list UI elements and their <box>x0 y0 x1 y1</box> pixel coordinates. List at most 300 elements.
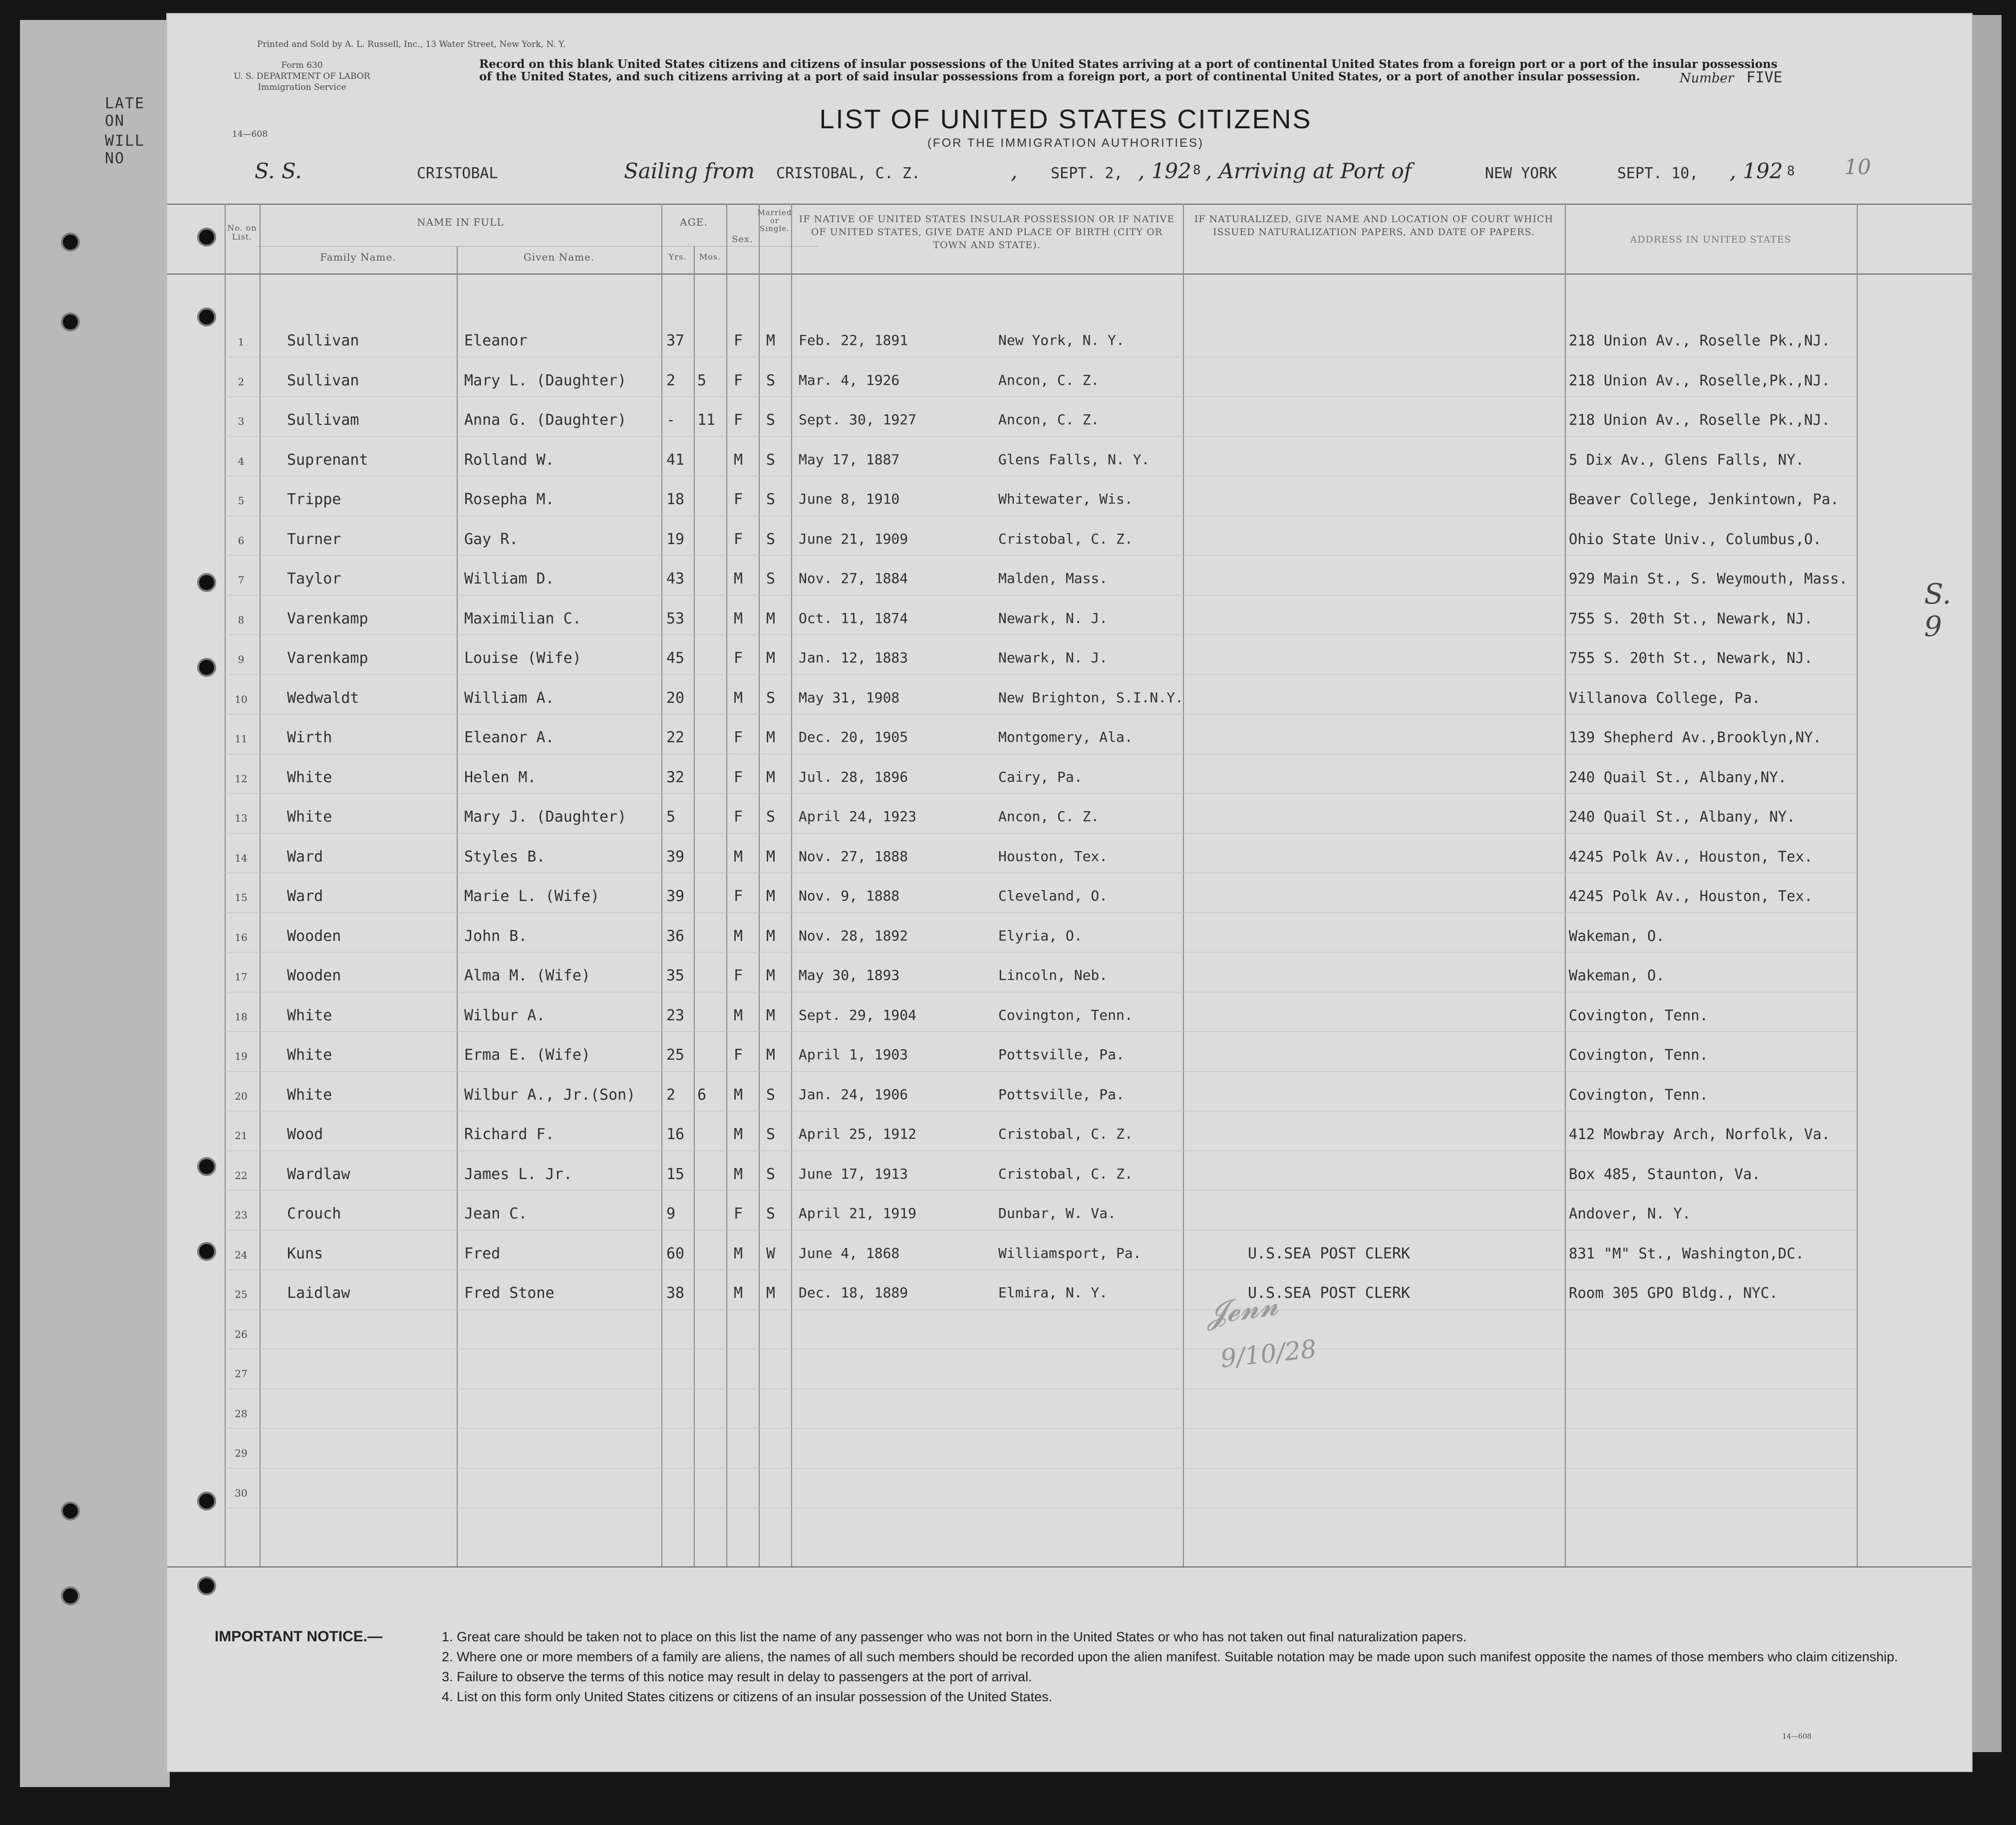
row-number: 21 <box>235 1130 248 1142</box>
sex: F <box>734 1205 743 1222</box>
margin-note: S. 9 <box>1924 578 1952 643</box>
sailing-label: Sailing from <box>624 159 755 183</box>
age-years: 2 <box>666 371 676 389</box>
table-row <box>167 956 1972 996</box>
row-rule <box>225 396 1857 397</box>
family-name: Laidlaw <box>287 1284 350 1302</box>
sex: M <box>734 1006 743 1024</box>
punch-hole-icon <box>61 233 80 252</box>
row-rule <box>225 595 1857 596</box>
address: 929 Main St., S. Weymouth, Mass. <box>1569 570 1848 587</box>
row-number: 1 <box>238 336 245 348</box>
age-years: - <box>666 411 676 429</box>
birth-place: Dunbar, W. Va. <box>998 1205 1117 1221</box>
birth-date: Sept. 29, 1904 <box>799 1006 917 1023</box>
birth-date: June 21, 1909 <box>799 530 908 547</box>
table-row <box>167 1194 1972 1234</box>
marital-status: S <box>766 491 776 508</box>
header-sex: Sex. <box>732 234 753 245</box>
birth-date: June 17, 1913 <box>799 1165 908 1182</box>
row-rule <box>225 555 1857 556</box>
family-name: Wooden <box>287 967 341 984</box>
row-rule <box>225 912 1857 913</box>
address: 412 Mowbray Arch, Norfolk, Va. <box>1569 1126 1830 1143</box>
marital-status: M <box>766 332 776 349</box>
sail-year-prefix: , 192 <box>1138 159 1191 183</box>
marital-status: S <box>766 808 776 826</box>
birth-place: New Brighton, S.I.N.Y. <box>998 689 1183 706</box>
marital-status: M <box>766 848 776 866</box>
notice-item-1-text: 1. Great care should be taken not to place on this list the name of any passenger who was not born in the United States or who has not taken out final naturalization papers. <box>442 1629 1467 1644</box>
service-name: Immigration Service <box>258 82 346 92</box>
table-row <box>167 797 1972 837</box>
edge-text-2: WILL NO <box>105 132 145 167</box>
row-number: 14 <box>235 852 248 864</box>
given-name: Mary J. (Daughter) <box>464 808 627 826</box>
marital-status: S <box>766 530 776 548</box>
header-bottom-rule <box>167 274 1972 275</box>
address: 755 S. 20th St., Newark, NJ. <box>1569 609 1813 627</box>
notice-item-4: 4. List on this form only United States citizens or citizens of an insular possession of the United States. <box>442 1689 1053 1704</box>
birth-place: Newark, N. J. <box>998 609 1108 626</box>
address: Ohio State Univ., Columbus,O. <box>1569 530 1822 548</box>
marital-status: S <box>766 1126 776 1143</box>
header-birth: IF NATIVE OF UNITED STATES INSULAR POSSESSION OR IF NATIVE OF UNITED STATES, GIVE DATE AND PLACE OF BIRTH (CITY OR TOWN AND STATE). <box>799 214 1175 251</box>
row-number: 16 <box>235 931 248 943</box>
sex: M <box>734 848 743 866</box>
birth-place: Whitewater, Wis. <box>998 491 1133 507</box>
table-row <box>167 1075 1972 1115</box>
birth-place: Lincoln, Neb. <box>998 967 1108 983</box>
form-number: Form 630 <box>281 60 323 70</box>
sailing-date: SEPT. 2, <box>1051 165 1123 182</box>
age-months: 6 <box>697 1086 707 1104</box>
birth-place: Ancon, C. Z. <box>998 371 1100 388</box>
row-rule <box>225 1071 1857 1072</box>
family-name: White <box>287 1046 332 1064</box>
sex: M <box>734 1244 743 1262</box>
notice-item-1 <box>215 1629 1942 1645</box>
table-row <box>167 718 1972 758</box>
sex: M <box>734 689 743 707</box>
given-name: Wilbur A., Jr.(Son) <box>464 1086 636 1104</box>
birth-date: Nov. 28, 1892 <box>799 927 908 944</box>
table-row <box>167 877 1972 916</box>
birth-place: Cairy, Pa. <box>998 768 1083 785</box>
header-given-name: Given Name. <box>523 251 595 263</box>
table-top-rule <box>167 204 1972 205</box>
age-years: 20 <box>666 689 685 707</box>
age-years: 36 <box>666 927 685 945</box>
table-row <box>167 599 1972 639</box>
table-row <box>167 1234 1972 1274</box>
table-row <box>167 638 1972 678</box>
age-years: 19 <box>666 530 685 548</box>
given-name: Maximilian C. <box>464 609 581 627</box>
address: Room 305 GPO Bldg., NYC. <box>1569 1284 1778 1301</box>
age-years: 32 <box>666 768 685 786</box>
ss-label: S. S. <box>255 159 302 183</box>
table-row <box>167 400 1972 440</box>
notice-heading: IMPORTANT NOTICE.— <box>215 1628 383 1645</box>
row-rule <box>225 1031 1857 1032</box>
arr-year-digit: 8 <box>1787 164 1795 179</box>
row-number: 15 <box>235 892 248 904</box>
row-number: 18 <box>235 1010 248 1023</box>
marital-status: M <box>766 888 776 905</box>
sex: F <box>734 411 743 429</box>
given-name: Marie L. (Wife) <box>464 888 599 905</box>
sex: F <box>734 768 743 786</box>
notice-item-3: 3. Failure to observe the terms of this notice may result in delay to passengers at the port of arrival. <box>442 1669 1032 1684</box>
age-years: 41 <box>666 451 685 469</box>
table-row <box>167 837 1972 877</box>
given-name: Fred <box>464 1244 501 1262</box>
page-number: 10 <box>1844 155 1871 179</box>
address: Beaver College, Jenkintown, Pa. <box>1569 491 1839 508</box>
address: Villanova College, Pa. <box>1569 689 1761 706</box>
row-number: 4 <box>238 455 245 467</box>
instruction-text: Record on this blank United States citizens and citizens of insular possessions of the United States arriving at a port of continental United States from a foreign port or a port of the insular possessions of the United States, and such citizens arriving at a port of said insular possessions from a foreign port, a port of continental United States, or a port of another insular possession. <box>479 57 1778 83</box>
form-code: 14—608 <box>232 129 268 139</box>
birth-date: April 25, 1912 <box>799 1126 917 1142</box>
row-rule <box>225 436 1857 437</box>
birth-place: Cristobal, C. Z. <box>998 530 1133 547</box>
table-row <box>167 321 1972 361</box>
edge-text-1: LATE ON <box>105 95 145 130</box>
ship-name: CRISTOBAL <box>417 165 498 182</box>
family-name: Wooden <box>287 927 341 945</box>
age-years: 53 <box>666 609 685 627</box>
birth-date: Feb. 22, 1891 <box>799 332 908 348</box>
age-years: 35 <box>666 967 685 984</box>
marital-status: M <box>766 729 776 746</box>
header-name-in-full: NAME IN FULL <box>417 216 504 228</box>
address: 218 Union Av., Roselle,Pk.,NJ. <box>1569 371 1830 389</box>
given-name: Fred Stone <box>464 1284 555 1302</box>
birth-place: Houston, Tex. <box>998 848 1108 865</box>
birth-place: Cristobal, C. Z. <box>998 1165 1133 1182</box>
sex: F <box>734 967 743 984</box>
marital-status: S <box>766 689 776 707</box>
table-row <box>167 758 1972 798</box>
sex: M <box>734 1126 743 1143</box>
row-number: 22 <box>235 1169 248 1182</box>
birth-date: Jul. 28, 1896 <box>799 768 908 785</box>
sex: F <box>734 888 743 905</box>
footer-form-code: 14—608 <box>1782 1733 1812 1741</box>
birth-place: Ancon, C. Z. <box>998 808 1100 825</box>
given-name: Eleanor A. <box>464 729 555 746</box>
birth-date: Dec. 20, 1905 <box>799 729 908 745</box>
address: Covington, Tenn. <box>1569 1086 1709 1103</box>
age-years: 23 <box>666 1006 685 1024</box>
marital-status: S <box>766 451 776 469</box>
birth-place: Newark, N. J. <box>998 649 1108 666</box>
marital-status: S <box>766 1205 776 1222</box>
birth-date: May 17, 1887 <box>799 451 900 468</box>
family-name: Crouch <box>287 1205 341 1222</box>
header-no: No. on List. <box>227 223 257 242</box>
given-name: James L. Jr. <box>464 1165 573 1183</box>
age-years: 18 <box>666 491 685 508</box>
number-label: Number <box>1680 71 1734 86</box>
sex: F <box>734 332 743 349</box>
row-number: 30 <box>235 1487 248 1499</box>
marital-status: M <box>766 1284 776 1302</box>
family-name: Kuns <box>287 1244 323 1262</box>
age-years: 2 <box>666 1086 676 1104</box>
given-name: Gay R. <box>464 530 519 548</box>
marital-status: M <box>766 927 776 945</box>
given-name: Rolland W. <box>464 451 555 469</box>
sex: M <box>734 609 743 627</box>
arr-year-prefix: , 192 <box>1729 159 1783 183</box>
table-row <box>167 480 1972 520</box>
notice-item-2: 2. Where one or more members of a family are aliens, the names of all such members should be recorded upon the alien manifest. Suitable notation may be made upon such manifest opposite the names of those members who claim citizenship. <box>442 1649 1898 1664</box>
departure-port: CRISTOBAL, C. Z. <box>776 165 920 182</box>
sex: F <box>734 808 743 826</box>
sex: F <box>734 729 743 746</box>
given-name: Eleanor <box>464 332 528 349</box>
row-number: 12 <box>235 772 248 785</box>
row-number: 7 <box>238 574 245 586</box>
sex: M <box>734 927 743 945</box>
birth-place: New York, N. Y. <box>998 332 1125 348</box>
birth-date: Jan. 24, 1906 <box>799 1086 908 1103</box>
address: 218 Union Av., Roselle Pk.,NJ. <box>1569 332 1830 349</box>
age-years: 43 <box>666 570 685 588</box>
subheader-rule <box>257 246 819 247</box>
given-name: Helen M. <box>464 768 537 786</box>
naturalization-note: U.S.SEA POST CLERK <box>1248 1284 1411 1302</box>
marital-status: M <box>766 1046 776 1064</box>
family-name: Taylor <box>287 570 341 588</box>
row-number: 19 <box>235 1050 248 1062</box>
row-rule <box>225 1309 1857 1310</box>
table-row <box>167 1155 1972 1195</box>
given-name: Alma M. (Wife) <box>464 967 590 984</box>
birth-place: Covington, Tenn. <box>998 1006 1133 1023</box>
given-name: John B. <box>464 927 528 945</box>
family-name: White <box>287 768 332 786</box>
row-rule <box>225 1468 1857 1469</box>
sex: F <box>734 491 743 508</box>
sex: F <box>734 371 743 389</box>
given-name: Erma E. (Wife) <box>464 1046 590 1064</box>
department-name: U. S. DEPARTMENT OF LABOR <box>234 71 370 81</box>
marital-status: M <box>766 768 776 786</box>
family-name: Sullivan <box>287 371 359 389</box>
birth-place: Cristobal, C. Z. <box>998 1126 1133 1142</box>
naturalization-note: U.S.SEA POST CLERK <box>1248 1244 1411 1262</box>
marital-status: M <box>766 609 776 627</box>
birth-place: Pottsville, Pa. <box>998 1046 1125 1063</box>
table-row <box>167 1472 1972 1512</box>
birth-place: Williamsport, Pa. <box>998 1244 1142 1261</box>
row-rule <box>225 674 1857 675</box>
birth-date: May 31, 1908 <box>799 689 900 706</box>
family-name: White <box>287 1006 332 1024</box>
number-value: FIVE <box>1746 69 1782 86</box>
table-row <box>167 1035 1972 1075</box>
row-rule <box>225 833 1857 834</box>
table-row <box>167 1115 1972 1155</box>
table-row <box>167 520 1972 560</box>
row-number: 5 <box>238 495 245 507</box>
given-name: Louise (Wife) <box>464 649 581 667</box>
age-months: 11 <box>697 411 716 429</box>
family-name: Suprenant <box>287 451 368 469</box>
given-name: William D. <box>464 570 555 588</box>
sex: M <box>734 1284 743 1302</box>
handwritten-signature: 𝓙𝓮𝓷𝓷 <box>1203 1287 1281 1332</box>
address: 240 Quail St., Albany, NY. <box>1569 808 1795 825</box>
row-rule <box>225 1428 1857 1429</box>
birth-place: Ancon, C. Z. <box>998 411 1100 428</box>
sex: F <box>734 530 743 548</box>
table-row <box>167 361 1972 401</box>
table-row <box>167 559 1972 599</box>
table-bottom-rule <box>167 1566 1972 1567</box>
sex: M <box>734 570 743 588</box>
family-name: Trippe <box>287 491 341 508</box>
address: 4245 Polk Av., Houston, Tex. <box>1569 848 1813 865</box>
row-number: 24 <box>235 1248 248 1261</box>
row-number: 29 <box>235 1447 248 1459</box>
birth-place: Elyria, O. <box>998 927 1083 944</box>
table-row <box>167 1393 1972 1433</box>
table-row <box>167 1353 1972 1393</box>
given-name: William A. <box>464 689 555 707</box>
marital-status: W <box>766 1244 776 1262</box>
table-row <box>167 1273 1972 1313</box>
form-block <box>217 60 387 93</box>
marital-status: M <box>766 649 776 667</box>
family-name: Sullivam <box>287 411 359 429</box>
arrival-port: NEW YORK <box>1485 165 1557 182</box>
given-name: Jean C. <box>464 1205 528 1222</box>
row-number: 25 <box>235 1288 248 1300</box>
row-number: 9 <box>238 653 245 665</box>
family-name: Wardlaw <box>287 1165 350 1183</box>
sex: M <box>734 451 743 469</box>
birth-date: April 21, 1919 <box>799 1205 917 1221</box>
row-number: 26 <box>235 1328 248 1340</box>
row-number: 3 <box>238 415 245 427</box>
address: Covington, Tenn. <box>1569 1006 1709 1024</box>
birth-place: Elmira, N. Y. <box>998 1284 1108 1301</box>
birth-date: May 30, 1893 <box>799 967 900 983</box>
given-name: Richard F. <box>464 1126 555 1143</box>
table-row <box>167 678 1972 718</box>
punch-hole-icon <box>61 1586 80 1605</box>
age-years: 60 <box>666 1244 685 1262</box>
row-number: 13 <box>235 812 248 824</box>
birth-place: Malden, Mass. <box>998 570 1108 587</box>
sex: F <box>734 1046 743 1064</box>
family-name: Sullivan <box>287 332 359 349</box>
right-sheet-edge <box>1972 15 2002 1752</box>
age-years: 39 <box>666 888 685 905</box>
header-naturalized: IF NATURALIZED, GIVE NAME AND LOCATION OF COURT WHICH ISSUED NATURALIZATION PAPERS, AND DATE OF PAPERS. <box>1194 214 1554 238</box>
given-name: Anna G. (Daughter) <box>464 411 627 429</box>
age-years: 38 <box>666 1284 685 1302</box>
header-address: ADDRESS IN UNITED STATES <box>1630 234 1792 245</box>
punch-hole-icon <box>61 1502 80 1521</box>
address: Wakeman, O. <box>1569 927 1665 944</box>
header-family-name: Family Name. <box>320 251 396 263</box>
previous-sheet-edge <box>20 20 170 1787</box>
row-number: 10 <box>235 693 248 705</box>
birth-date: Oct. 11, 1874 <box>799 609 908 626</box>
important-notice <box>215 1629 1942 1705</box>
page-subtitle: (FOR THE IMMIGRATION AUTHORITIES) <box>927 136 1204 150</box>
comma-separator: , <box>1011 159 1018 183</box>
family-name: Wirth <box>287 729 332 746</box>
sex: F <box>734 649 743 667</box>
row-number: 27 <box>235 1368 248 1380</box>
birth-place: Pottsville, Pa. <box>998 1086 1125 1103</box>
punch-hole-icon <box>197 228 216 247</box>
birth-date: Nov. 27, 1884 <box>799 570 908 587</box>
arrival-date: SEPT. 10, <box>1617 165 1699 182</box>
age-years: 5 <box>666 808 676 826</box>
given-name: Rosepha M. <box>464 491 555 508</box>
marital-status: S <box>766 411 776 429</box>
age-months: 5 <box>697 371 707 389</box>
family-name: Varenkamp <box>287 609 368 627</box>
address: 831 "M" St., Washington,DC. <box>1569 1244 1804 1262</box>
age-years: 15 <box>666 1165 685 1183</box>
table-row <box>167 440 1972 480</box>
header-mos: Mos. <box>699 252 721 262</box>
sex: M <box>734 1165 743 1183</box>
marital-status: S <box>766 371 776 389</box>
birth-date: Dec. 18, 1889 <box>799 1284 908 1301</box>
family-name: Wood <box>287 1126 323 1143</box>
family-name: White <box>287 808 332 826</box>
row-number: 8 <box>238 613 245 626</box>
address: Wakeman, O. <box>1569 967 1665 984</box>
sex: M <box>734 1086 743 1104</box>
table-row <box>167 916 1972 956</box>
birth-place: Montgomery, Ala. <box>998 729 1133 745</box>
punch-hole-icon <box>61 312 80 331</box>
printer-line: Printed and Sold by A. L. Russell, Inc., 13 Water Street, New York, N. Y. <box>257 39 566 49</box>
family-name: Wedwaldt <box>287 689 359 707</box>
punch-hole-icon <box>197 1576 216 1595</box>
age-years: 25 <box>666 1046 685 1064</box>
marital-status: M <box>766 1006 776 1024</box>
address: 4245 Polk Av., Houston, Tex. <box>1569 888 1813 905</box>
table-row <box>167 1432 1972 1472</box>
age-years: 22 <box>666 729 685 746</box>
address: 755 S. 20th St., Newark, NJ. <box>1569 649 1813 666</box>
row-number: 17 <box>235 971 248 983</box>
voyage-line <box>167 155 1964 194</box>
age-years: 45 <box>666 649 685 667</box>
marital-status: M <box>766 967 776 984</box>
age-years: 37 <box>666 332 685 349</box>
row-number: 28 <box>235 1407 248 1420</box>
row-rule <box>225 793 1857 794</box>
birth-date: April 1, 1903 <box>799 1046 908 1063</box>
family-name: Ward <box>287 848 323 866</box>
address: 5 Dix Av., Glens Falls, NY. <box>1569 451 1804 468</box>
age-years: 9 <box>666 1205 676 1222</box>
birth-date: Nov. 27, 1888 <box>799 848 908 865</box>
